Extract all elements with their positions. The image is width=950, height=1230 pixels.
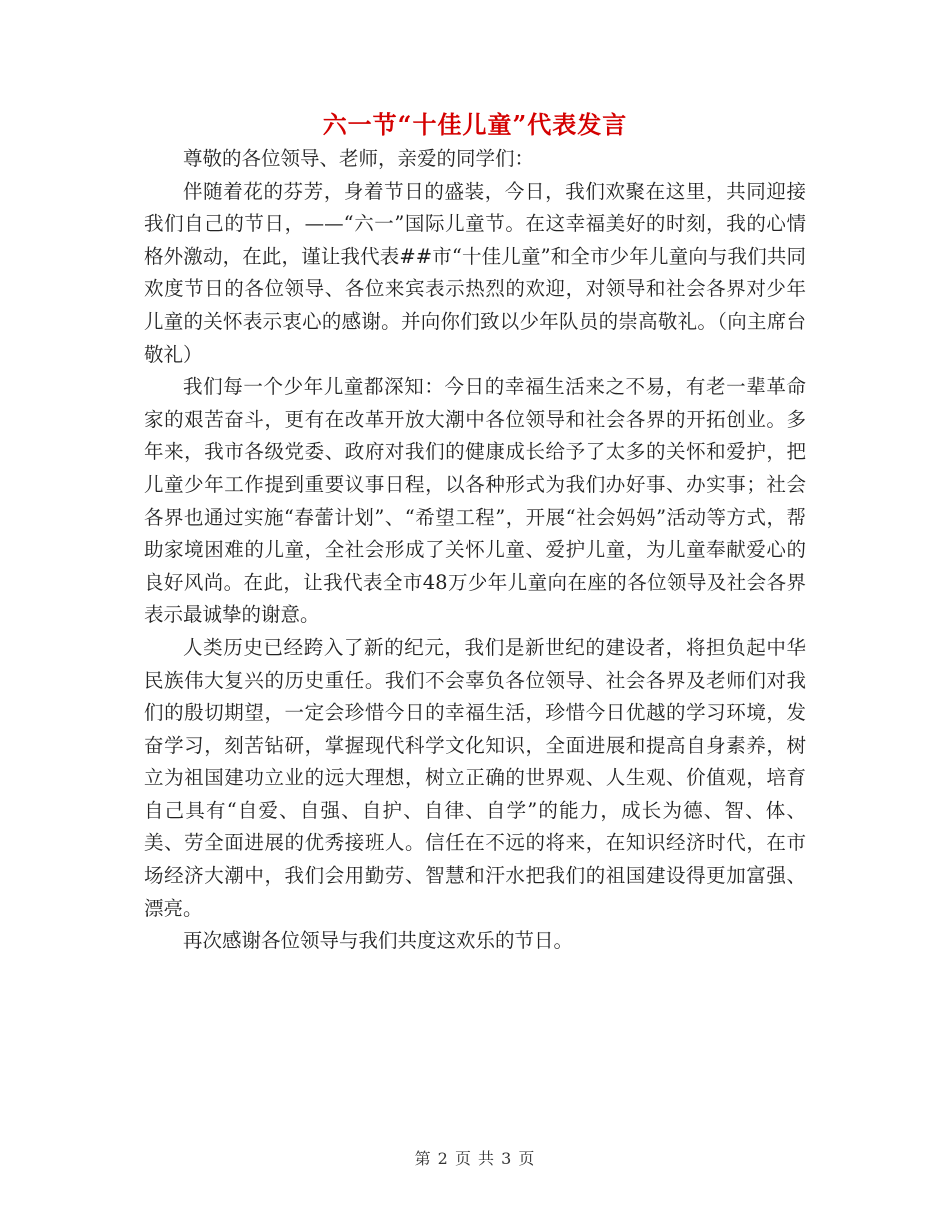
body-paragraph: 人类历史已经跨入了新的纪元，我们是新世纪的建设者，将担负起中华民族伟大复兴的历史重任。我们不会辜负各位领导、社会各界及老师们对我们的殷切期望，一定会珍惜今日的幸福生活，珍惜今日优越的学习环境，发奋学习，刻苦钻研，掌握现代科学文化知识，全面进展和提高自身素养，树立为祖国建功立业的远大理想，树立正确的世界观、人生观、价值观，培育自己具有“自爱、自强、自护、自律、自学”的能力，成长为德、智、体、美、劳全面进展的优秀接班人。信任在不远的将来，在知识经济时代，在市场经济大潮中，我们会用勤劳、智慧和汗水把我们的祖国建设得更加富强、漂亮。 bbox=[144, 635, 806, 920]
document-title: 六一节“十佳儿童”代表发言 bbox=[322, 110, 628, 139]
body-paragraph: 我们每一个少年儿童都深知：今日的幸福生活来之不易，有老一辈革命家的艰苦奋斗，更有在改革开放大潮中各位领导和社会各界的开拓创业。多年来，我市各级党委、政府对我们的健康成长给予了太多的关怀和爱护，把儿童少年工作提到重要议事日程，以各种形式为我们办好事、办实事；社会各界也通过实施“春蕾计划”、“希望工程”，开展“社会妈妈”活动等方式，帮助家境困难的儿童，全社会形成了关怀儿童、爱护儿童，为儿童奉献爱心的良好风尚。在此，让我代表全市48万少年儿童向在座的各位领导及社会各界表示最诚挚的谢意。 bbox=[144, 375, 806, 627]
closing-paragraph: 再次感谢各位领导与我们共度这欢乐的节日。 bbox=[183, 929, 574, 953]
document-body bbox=[144, 143, 806, 958]
body-paragraph: 伴随着花的芬芳，身着节日的盛装，今日，我们欢聚在这里，共同迎接我们自己的节日，——“六一”国际儿童节。在这幸福美好的时刻，我的心情格外激动，在此，谨让我代表##市“十佳儿童”和全市少年儿童向与我们共同欢度节日的各位领导、各位来宾表示热烈的欢迎，对领导和社会各界对少年儿童的关怀表示衷心的感谢。并向你们致以少年队员的崇高敬礼。（向主席台敬礼） bbox=[144, 179, 806, 366]
page-number-footer: 第 2 页 共 3 页 bbox=[414, 1149, 536, 1168]
salutation-paragraph: 尊敬的各位领导、老师，亲爱的同学们： bbox=[183, 147, 535, 170]
